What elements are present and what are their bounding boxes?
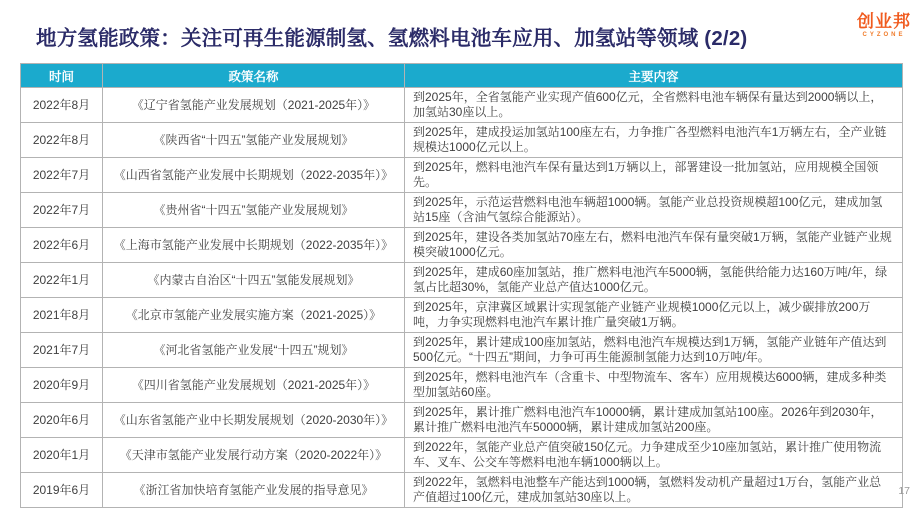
policy-content: 到2022年，氢燃料电池整车产能达到1000辆，氢燃料发动机产量超过1万台，氢能产业总产值超过100亿元，建成加氢站30座以上。	[405, 473, 903, 508]
header-policy-name: 政策名称	[103, 64, 405, 88]
policy-date: 2022年7月	[21, 158, 103, 193]
policy-name: 《北京市氢能产业发展实施方案（2021-2025）》	[103, 298, 405, 333]
table-row	[21, 403, 903, 438]
policy-date: 2022年8月	[21, 88, 103, 123]
policy-date: 2020年9月	[21, 368, 103, 403]
policy-name: 《河北省氢能产业发展“十四五”规划》	[103, 333, 405, 368]
table-row	[21, 193, 903, 228]
header-main-content: 主要内容	[405, 64, 903, 88]
policy-content: 到2025年，燃料电池汽车保有量达到1万辆以上，部署建设一批加氢站，应用规模全国领先。	[405, 158, 903, 193]
policy-content: 到2025年，示范运营燃料电池车辆超1000辆。氢能产业总投资规模超100亿元，建成加氢站15座（含油气氢综合能源站）。	[405, 193, 903, 228]
table-row	[21, 298, 903, 333]
logo-wordmark: 创业邦	[857, 12, 911, 31]
page-title: 地方氢能政策：关注可再生能源制氢、氢燃料电池车应用、加氢站等领域 (2/2)	[36, 27, 748, 50]
policy-content: 到2022年，氢能产业总产值突破150亿元。力争建成至少10座加氢站，累计推广使用物流车、叉车、公交车等燃料电池车辆1000辆以上。	[405, 438, 903, 473]
policy-name: 《辽宁省氢能产业发展规划（2021-2025年）》	[103, 88, 405, 123]
header-time: 时间	[21, 64, 103, 88]
policy-table	[20, 63, 903, 508]
policy-name: 《天津市氢能产业发展行动方案（2020-2022年）》	[103, 438, 405, 473]
table-row	[21, 333, 903, 368]
policy-date: 2022年8月	[21, 123, 103, 158]
table-row	[21, 263, 903, 298]
policy-content: 到2025年，累计建成100座加氢站，燃料电池汽车规模达到1万辆，氢能产业链年产值达到500亿元。“十四五”期间，力争可再生能源制氢能力达到10万吨/年。	[405, 333, 903, 368]
cyzone-logo	[857, 13, 911, 38]
policy-date: 2022年7月	[21, 193, 103, 228]
policy-name: 《贵州省“十四五”氢能产业发展规划》	[103, 193, 405, 228]
page-number: 17	[898, 485, 910, 497]
policy-content: 到2025年，建成投运加氢站100座左右，力争推广各型燃料电池汽车1万辆左右，全产业链规模达1000亿元以上。	[405, 123, 903, 158]
policy-date: 2022年6月	[21, 228, 103, 263]
policy-name: 《内蒙古自治区“十四五”氢能发展规划》	[103, 263, 405, 298]
policy-content: 到2025年，全省氢能产业实现产值600亿元，全省燃料电池车辆保有量达到2000辆以上，加氢站30座以上。	[405, 88, 903, 123]
policy-content: 到2025年，累计推广燃料电池汽车10000辆，累计建成加氢站100座。2026年到2030年，累计推广燃料电池汽车50000辆，累计建成加氢站200座。	[405, 403, 903, 438]
table-row	[21, 368, 903, 403]
policy-name: 《四川省氢能产业发展规划（2021-2025年）》	[103, 368, 405, 403]
table-row	[21, 123, 903, 158]
policy-table-body	[21, 88, 903, 508]
policy-date: 2022年1月	[21, 263, 103, 298]
policy-content: 到2025年，建成60座加氢站，推广燃料电池汽车5000辆，氢能供给能力达160万吨/年，绿氢占比超30%，氢能产业总产值达1000亿元。	[405, 263, 903, 298]
policy-date: 2019年6月	[21, 473, 103, 508]
policy-content: 到2025年，京津冀区域累计实现氢能产业链产业规模1000亿元以上，减少碳排放200万吨，力争实现燃料电池汽车累计推广量突破1万辆。	[405, 298, 903, 333]
table-row	[21, 473, 903, 508]
table-row	[21, 158, 903, 193]
table-header-row	[21, 64, 903, 88]
policy-name: 《山西省氢能产业发展中长期规划（2022-2035年）》	[103, 158, 405, 193]
table-row	[21, 228, 903, 263]
policy-name: 《浙江省加快培育氢能产业发展的指导意见》	[103, 473, 405, 508]
policy-name: 《陕西省“十四五”氢能产业发展规划》	[103, 123, 405, 158]
policy-date: 2021年8月	[21, 298, 103, 333]
logo-subtitle: CYZONE	[862, 32, 906, 38]
policy-name: 《山东省氢能产业中长期发展规划（2020-2030年）》	[103, 403, 405, 438]
policy-date: 2020年1月	[21, 438, 103, 473]
policy-date: 2021年7月	[21, 333, 103, 368]
policy-name: 《上海市氢能产业发展中长期规划（2022-2035年）》	[103, 228, 405, 263]
policy-content: 到2025年，建设各类加氢站70座左右，燃料电池汽车保有量突破1万辆，氢能产业链产业规模突破1000亿元。	[405, 228, 903, 263]
policy-content: 到2025年，燃料电池汽车（含重卡、中型物流车、客车）应用规模达6000辆，建成多种类型加氢站60座。	[405, 368, 903, 403]
policy-date: 2020年6月	[21, 403, 103, 438]
table-row	[21, 88, 903, 123]
table-row	[21, 438, 903, 473]
